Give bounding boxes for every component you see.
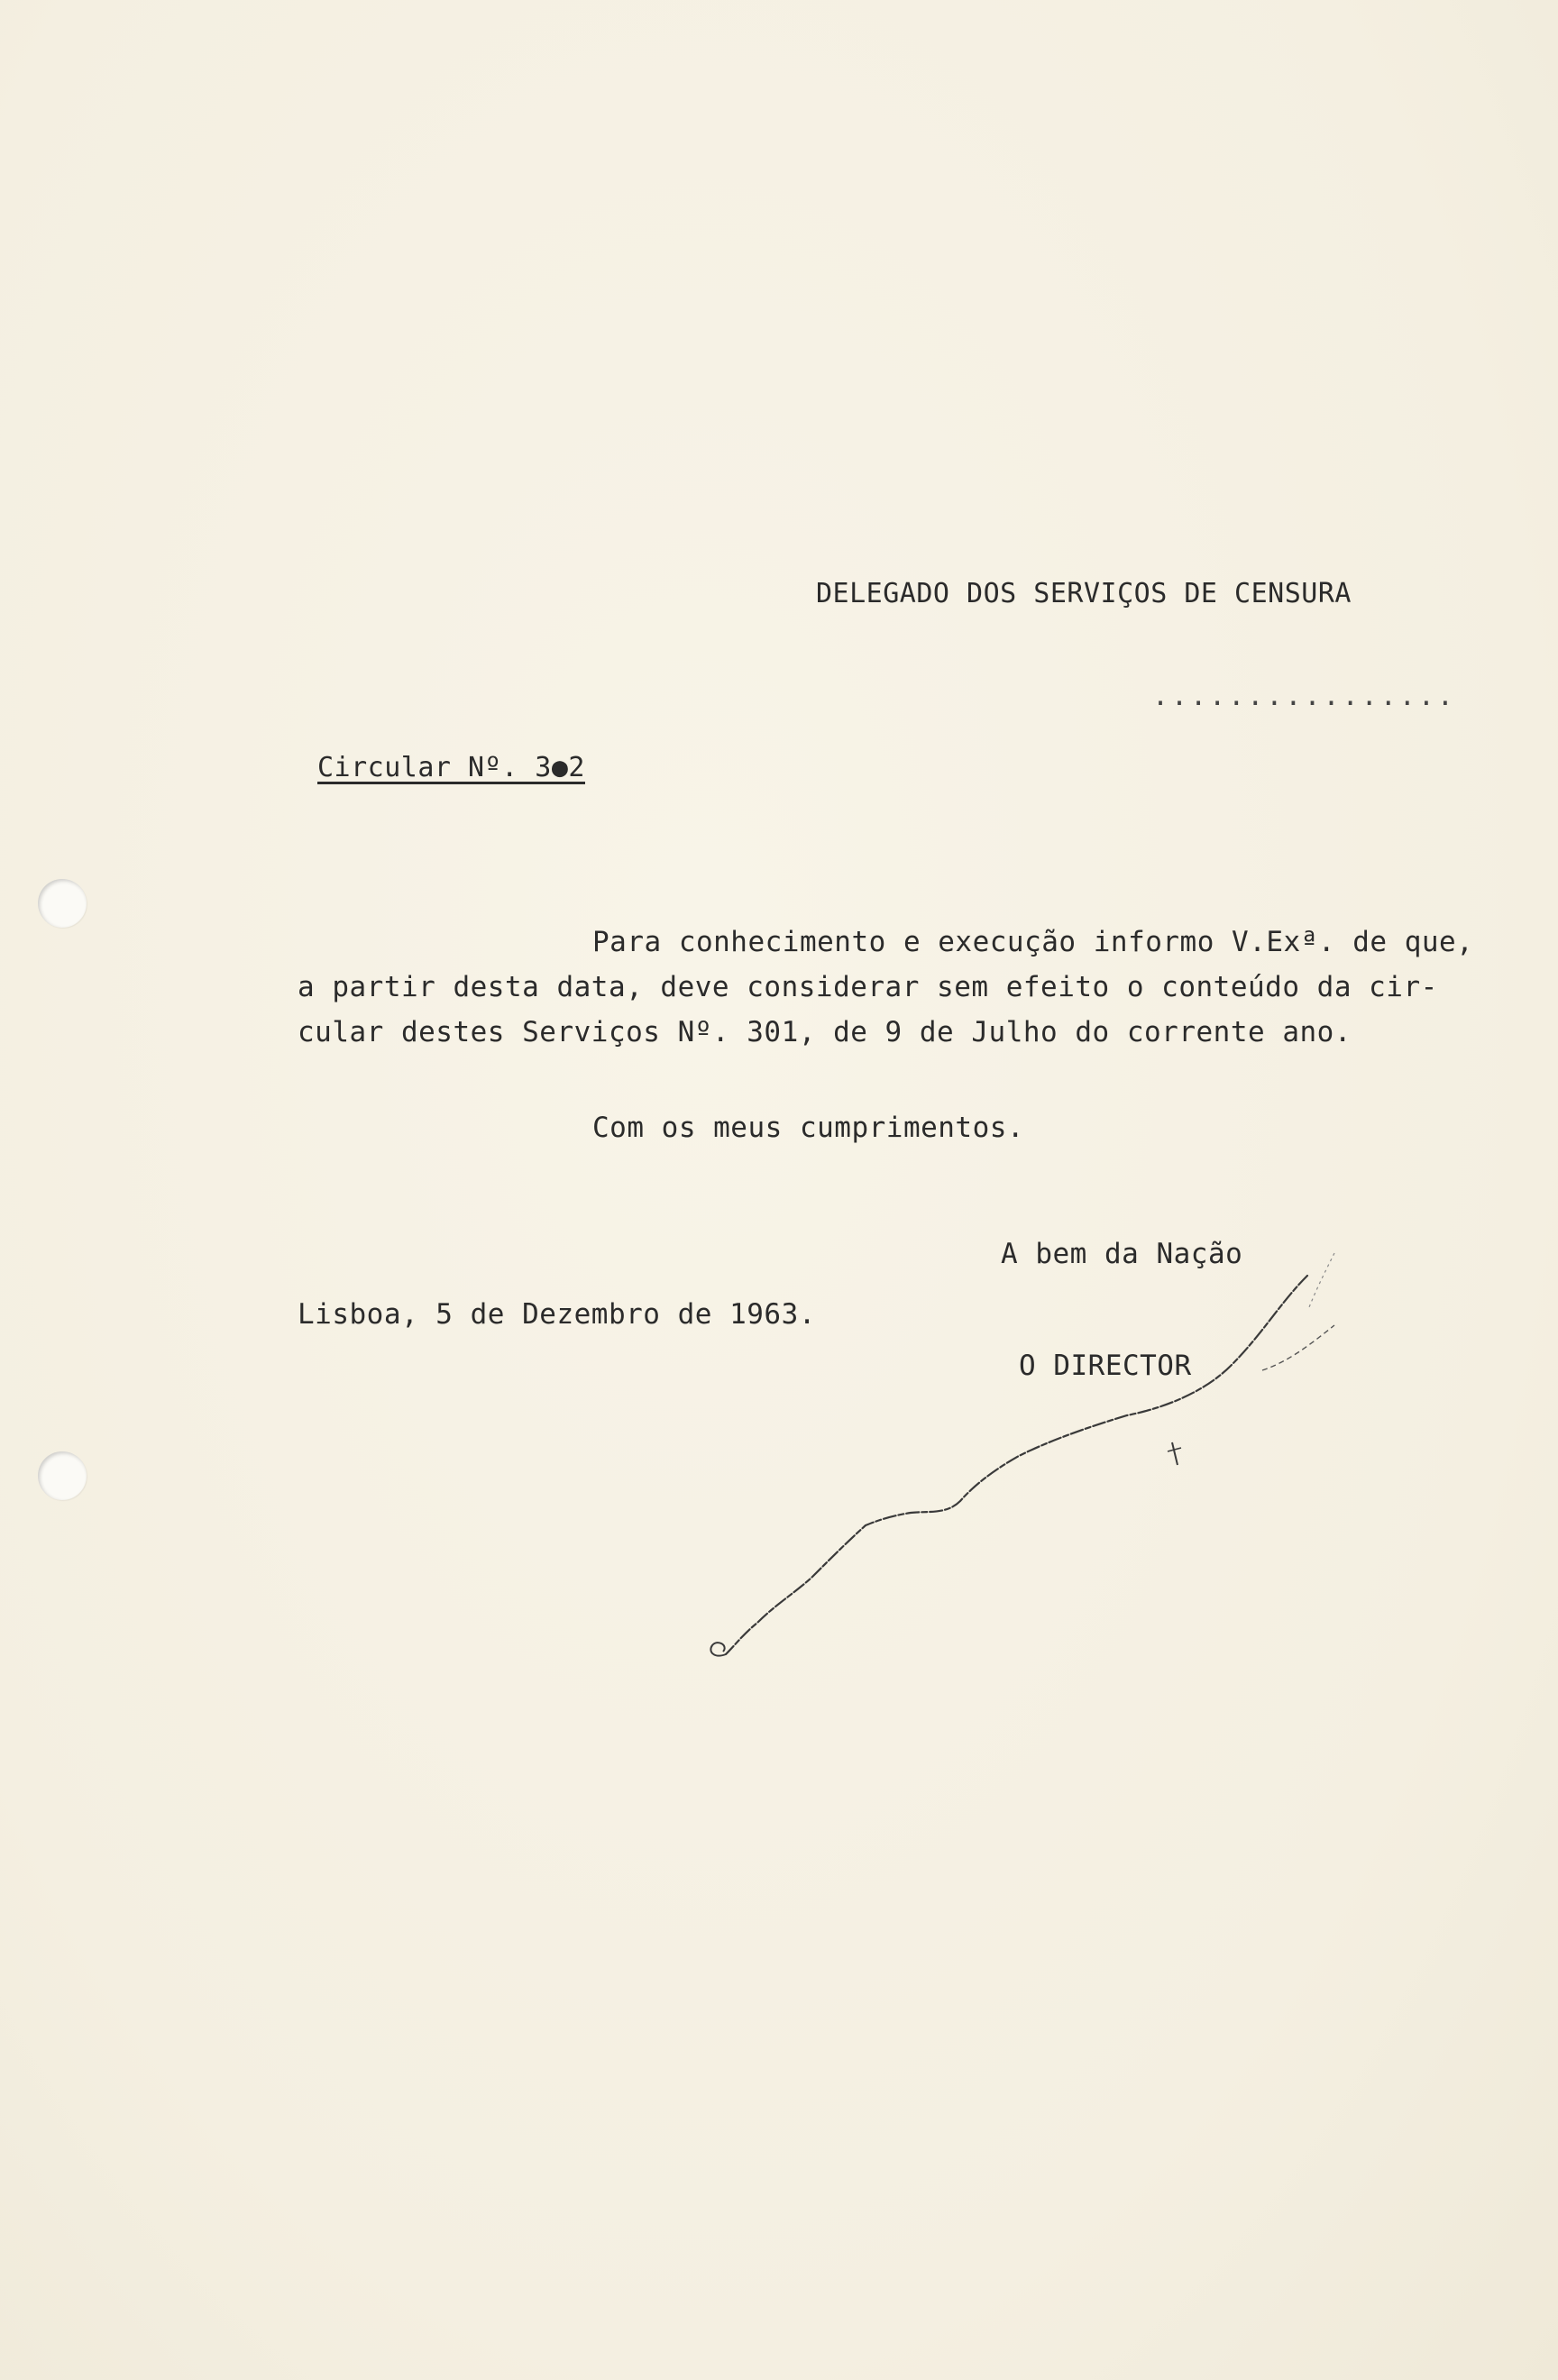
dotted-line: ................ xyxy=(1152,681,1456,712)
signatory-title: O DIRECTOR xyxy=(1019,1350,1192,1382)
punch-hole-top xyxy=(38,879,87,928)
closing-salutation: A bem da Nação xyxy=(1001,1238,1243,1270)
punch-hole-bottom xyxy=(38,1451,87,1500)
office-heading: DELEGADO DOS SERVIÇOS DE CENSURA xyxy=(816,578,1352,609)
body-line-3: cular destes Serviços Nº. 301, de 9 de Julho do corrente ano. xyxy=(298,1016,1352,1048)
compliments-line: Com os meus cumprimentos. xyxy=(592,1112,1025,1144)
place-and-date: Lisboa, 5 de Dezembro de 1963. xyxy=(298,1298,816,1331)
body-line-2: a partir desta data, deve considerar sem efeito o conteúdo da cir- xyxy=(298,971,1438,1003)
circular-number: Circular Nº. 3●2 xyxy=(317,752,585,783)
body-line-1: Para conhecimento e execução informo V.Exª. de que, xyxy=(592,926,1474,958)
handwritten-signature xyxy=(703,1235,1352,1686)
